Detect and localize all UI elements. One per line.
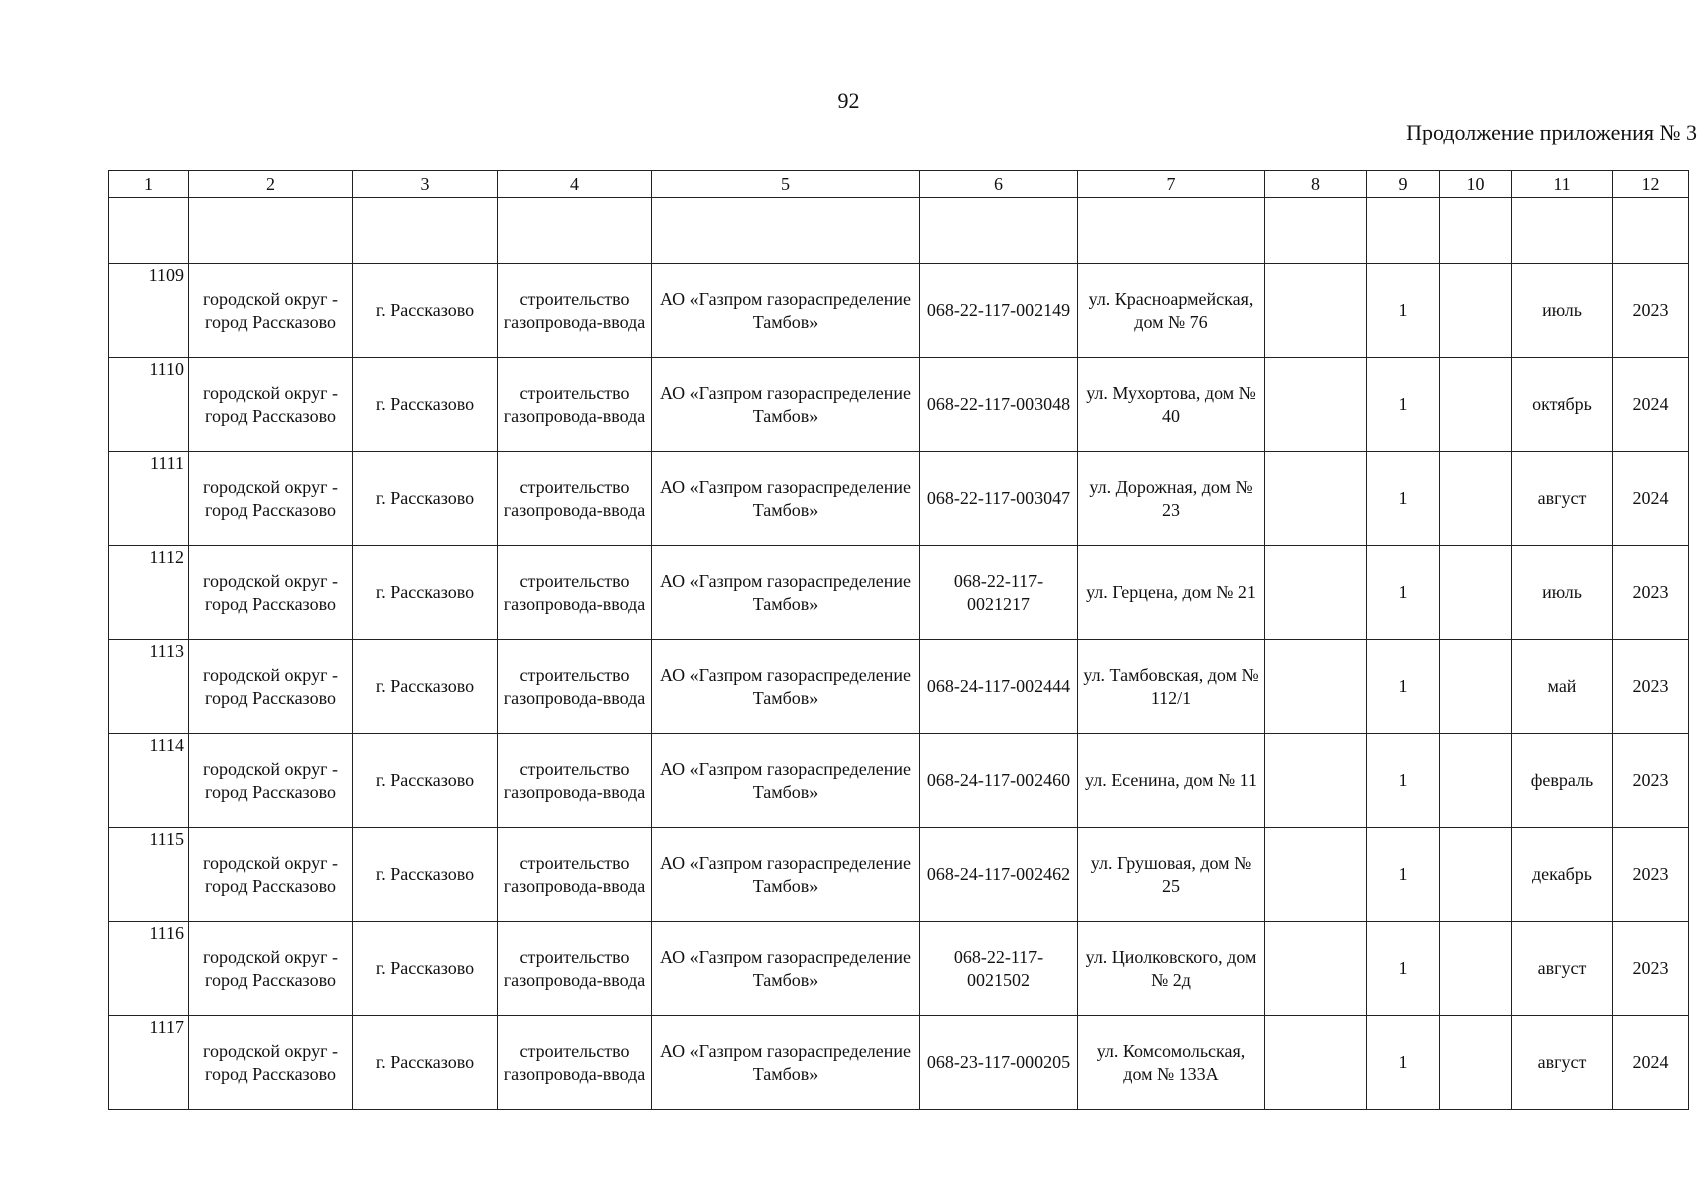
month-cell: август xyxy=(1512,1016,1613,1110)
district-cell: городской округ - город Рассказово xyxy=(189,358,353,452)
row-number: 1114 xyxy=(109,734,189,828)
column-header: 1 xyxy=(109,171,189,198)
page-number: 92 xyxy=(837,88,860,113)
column-10-cell xyxy=(1440,1016,1512,1110)
work-type-cell: строительство газопровода-ввода xyxy=(498,264,652,358)
year-cell: 2024 xyxy=(1613,1016,1689,1110)
column-header: 5 xyxy=(652,171,920,198)
month-cell: декабрь xyxy=(1512,828,1613,922)
month-cell: февраль xyxy=(1512,734,1613,828)
table-row xyxy=(109,546,1689,640)
town-cell: г. Рассказово xyxy=(353,264,498,358)
address-cell: ул. Грушовая, дом № 25 xyxy=(1078,828,1265,922)
work-type-cell: строительство газопровода-ввода xyxy=(498,358,652,452)
work-type-cell: строительство газопровода-ввода xyxy=(498,734,652,828)
district-cell: городской округ - город Рассказово xyxy=(189,922,353,1016)
column-8-cell xyxy=(1265,922,1367,1016)
organization-cell: АО «Газпром газораспределение Тамбов» xyxy=(652,358,920,452)
column-10-cell xyxy=(1440,828,1512,922)
column-header: 9 xyxy=(1367,171,1440,198)
quantity-cell: 1 xyxy=(1367,922,1440,1016)
table-row xyxy=(109,828,1689,922)
quantity-cell: 1 xyxy=(1367,734,1440,828)
organization-cell: АО «Газпром газораспределение Тамбов» xyxy=(652,264,920,358)
work-type-cell: строительство газопровода-ввода xyxy=(498,1016,652,1110)
year-cell: 2023 xyxy=(1613,264,1689,358)
quantity-cell: 1 xyxy=(1367,264,1440,358)
work-type-cell: строительство газопровода-ввода xyxy=(498,640,652,734)
quantity-cell: 1 xyxy=(1367,1016,1440,1110)
column-header: 12 xyxy=(1613,171,1689,198)
year-cell: 2023 xyxy=(1613,828,1689,922)
organization-cell: АО «Газпром газораспределение Тамбов» xyxy=(652,1016,920,1110)
month-cell: август xyxy=(1512,922,1613,1016)
quantity-cell: 1 xyxy=(1367,452,1440,546)
code-cell: 068-24-117-002462 xyxy=(920,828,1078,922)
table-row xyxy=(109,922,1689,1016)
row-number: 1110 xyxy=(109,358,189,452)
year-cell: 2024 xyxy=(1613,452,1689,546)
column-10-cell xyxy=(1440,922,1512,1016)
column-number-row xyxy=(109,171,1689,198)
column-10-cell xyxy=(1440,358,1512,452)
address-cell: ул. Дорожная, дом № 23 xyxy=(1078,452,1265,546)
month-cell: июль xyxy=(1512,546,1613,640)
district-cell: городской округ - город Рассказово xyxy=(189,734,353,828)
row-number: 1113 xyxy=(109,640,189,734)
year-cell: 2023 xyxy=(1613,546,1689,640)
town-cell: г. Рассказово xyxy=(353,640,498,734)
blank-row xyxy=(109,198,1689,264)
column-header: 7 xyxy=(1078,171,1265,198)
town-cell: г. Рассказово xyxy=(353,1016,498,1110)
year-cell: 2023 xyxy=(1613,922,1689,1016)
quantity-cell: 1 xyxy=(1367,358,1440,452)
district-cell: городской округ - город Рассказово xyxy=(189,640,353,734)
district-cell: городской округ - город Рассказово xyxy=(189,264,353,358)
code-cell: 068-24-117-002444 xyxy=(920,640,1078,734)
column-10-cell xyxy=(1440,546,1512,640)
column-8-cell xyxy=(1265,828,1367,922)
code-cell: 068-22-117-003047 xyxy=(920,452,1078,546)
month-cell: октябрь xyxy=(1512,358,1613,452)
code-cell: 068-23-117-000205 xyxy=(920,1016,1078,1110)
column-header: 2 xyxy=(189,171,353,198)
column-8-cell xyxy=(1265,546,1367,640)
row-number: 1115 xyxy=(109,828,189,922)
quantity-cell: 1 xyxy=(1367,640,1440,734)
work-type-cell: строительство газопровода-ввода xyxy=(498,922,652,1016)
table-row xyxy=(109,734,1689,828)
code-cell: 068-22-117-003048 xyxy=(920,358,1078,452)
address-cell: ул. Тамбовская, дом № 112/1 xyxy=(1078,640,1265,734)
town-cell: г. Рассказово xyxy=(353,358,498,452)
column-8-cell xyxy=(1265,452,1367,546)
year-cell: 2024 xyxy=(1613,358,1689,452)
quantity-cell: 1 xyxy=(1367,828,1440,922)
column-8-cell xyxy=(1265,1016,1367,1110)
row-number: 1112 xyxy=(109,546,189,640)
address-cell: ул. Герцена, дом № 21 xyxy=(1078,546,1265,640)
organization-cell: АО «Газпром газораспределение Тамбов» xyxy=(652,546,920,640)
code-cell: 068-22-117-0021502 xyxy=(920,922,1078,1016)
town-cell: г. Рассказово xyxy=(353,452,498,546)
table-row xyxy=(109,640,1689,734)
month-cell: май xyxy=(1512,640,1613,734)
town-cell: г. Рассказово xyxy=(353,828,498,922)
district-cell: городской округ - город Рассказово xyxy=(189,1016,353,1110)
address-cell: ул. Красноармейская, дом № 76 xyxy=(1078,264,1265,358)
year-cell: 2023 xyxy=(1613,734,1689,828)
column-10-cell xyxy=(1440,264,1512,358)
row-number: 1111 xyxy=(109,452,189,546)
organization-cell: АО «Газпром газораспределение Тамбов» xyxy=(652,640,920,734)
address-cell: ул. Циолковского, дом № 2д xyxy=(1078,922,1265,1016)
address-cell: ул. Мухортова, дом № 40 xyxy=(1078,358,1265,452)
organization-cell: АО «Газпром газораспределение Тамбов» xyxy=(652,452,920,546)
work-type-cell: строительство газопровода-ввода xyxy=(498,452,652,546)
town-cell: г. Рассказово xyxy=(353,922,498,1016)
column-8-cell xyxy=(1265,640,1367,734)
table-row xyxy=(109,1016,1689,1110)
town-cell: г. Рассказово xyxy=(353,546,498,640)
column-10-cell xyxy=(1440,452,1512,546)
organization-cell: АО «Газпром газораспределение Тамбов» xyxy=(652,734,920,828)
month-cell: июль xyxy=(1512,264,1613,358)
district-cell: городской округ - город Рассказово xyxy=(189,452,353,546)
column-10-cell xyxy=(1440,640,1512,734)
appendix-note: Продолжение приложения № 3 xyxy=(1406,120,1697,145)
table-row xyxy=(109,358,1689,452)
code-cell: 068-22-117-0021217 xyxy=(920,546,1078,640)
organization-cell: АО «Газпром газораспределение Тамбов» xyxy=(652,828,920,922)
register-table xyxy=(108,170,1689,1110)
column-header: 10 xyxy=(1440,171,1512,198)
row-number: 1116 xyxy=(109,922,189,1016)
district-cell: городской округ - город Рассказово xyxy=(189,546,353,640)
address-cell: ул. Есенина, дом № 11 xyxy=(1078,734,1265,828)
column-header: 8 xyxy=(1265,171,1367,198)
table-row xyxy=(109,264,1689,358)
column-header: 11 xyxy=(1512,171,1613,198)
column-8-cell xyxy=(1265,734,1367,828)
column-header: 4 xyxy=(498,171,652,198)
row-number: 1109 xyxy=(109,264,189,358)
column-10-cell xyxy=(1440,734,1512,828)
code-cell: 068-24-117-002460 xyxy=(920,734,1078,828)
row-number: 1117 xyxy=(109,1016,189,1110)
column-8-cell xyxy=(1265,358,1367,452)
month-cell: август xyxy=(1512,452,1613,546)
address-cell: ул. Комсомольская, дом № 133А xyxy=(1078,1016,1265,1110)
quantity-cell: 1 xyxy=(1367,546,1440,640)
code-cell: 068-22-117-002149 xyxy=(920,264,1078,358)
table-row xyxy=(109,452,1689,546)
year-cell: 2023 xyxy=(1613,640,1689,734)
district-cell: городской округ - город Рассказово xyxy=(189,828,353,922)
column-header: 6 xyxy=(920,171,1078,198)
work-type-cell: строительство газопровода-ввода xyxy=(498,546,652,640)
town-cell: г. Рассказово xyxy=(353,734,498,828)
work-type-cell: строительство газопровода-ввода xyxy=(498,828,652,922)
column-8-cell xyxy=(1265,264,1367,358)
organization-cell: АО «Газпром газораспределение Тамбов» xyxy=(652,922,920,1016)
column-header: 3 xyxy=(353,171,498,198)
